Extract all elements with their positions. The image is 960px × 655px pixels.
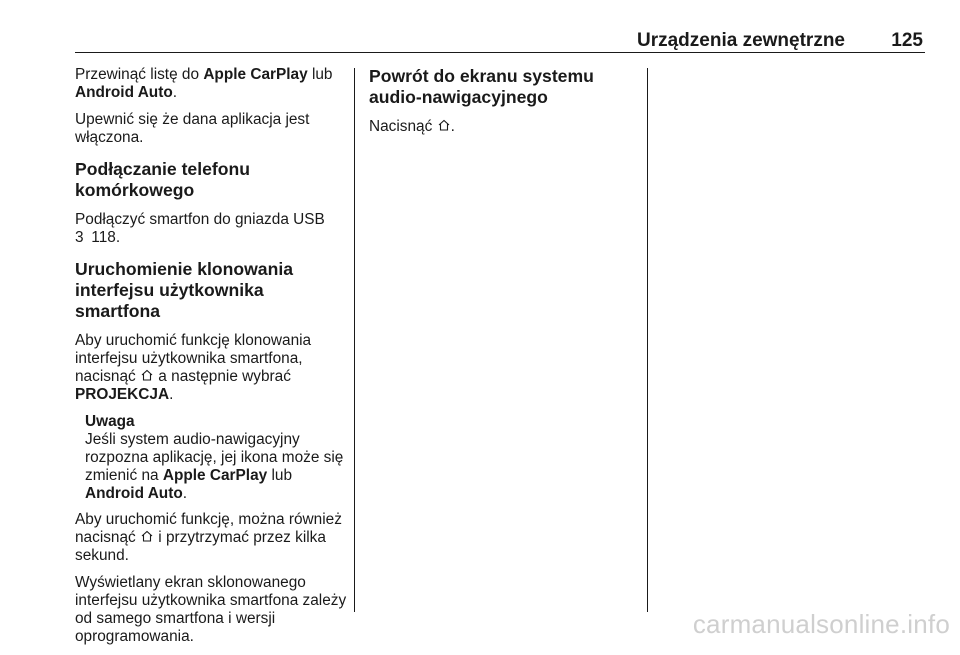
paragraph-start-cloning: Aby uruchomić funkcję klonowania interfejsu użytkownika smartfona, nacisnąć a następnie wybrać PROJEKCJA. (75, 332, 312, 403)
note-title: Uwaga (85, 413, 135, 430)
heading-start-cloning: Uruchomienie klonowania interfejsu użytkownika smartfona (75, 259, 294, 321)
heading-return-screen: Powrót do ekranu systemu audio-nawigacyjnego (369, 66, 594, 107)
android-auto-label: Android Auto (75, 84, 173, 101)
page-reference: 118. (91, 229, 121, 246)
reference-arrow-icon: 3 (75, 229, 84, 246)
note-text: Jeśli system audio-nawigacyjny rozpozna aplikację, jej ikona może się zmienić na Apple CarPlay lub Android Auto. (85, 431, 344, 502)
paragraph-connect-usb: Podłączyć smartfon do gniazda USB 3 118. (75, 211, 325, 246)
paragraph-app-enabled: Upewnić się że dana aplikacja jest włączona. (75, 111, 310, 146)
column-divider-right (647, 68, 648, 612)
paragraph-screen-depends: Wyświetlany ekran sklonowanego interfejsu użytkownika smartfona zależy od samego smartfona i wersji oprogramowania. (75, 574, 347, 645)
projection-label: PROJEKCJA (75, 386, 170, 403)
home-icon (140, 368, 154, 382)
column-divider-left (354, 68, 355, 612)
note-box (75, 413, 347, 503)
apple-carplay-label: Apple CarPlay (203, 66, 308, 83)
paragraph-scroll-list: Przewinąć listę do Apple CarPlay lub Android Auto. (75, 66, 333, 101)
home-icon (140, 529, 154, 543)
home-icon (437, 118, 451, 132)
column-2 (369, 66, 639, 145)
paragraph-press-hold: Aby uruchomić funkcję, można również nacisnąć i przytrzymać przez kilka sekund. (75, 511, 342, 564)
heading-connect-phone: Podłączanie telefonu komórkowego (75, 159, 250, 200)
paragraph-press-home: Nacisnąć . (369, 118, 455, 135)
page-title: Urządzenia zewnętrzne (637, 30, 845, 51)
page-number: 125 (891, 30, 923, 51)
column-1 (75, 66, 347, 655)
watermark: carmanualsonline.info (692, 609, 950, 639)
page-header (75, 30, 925, 53)
